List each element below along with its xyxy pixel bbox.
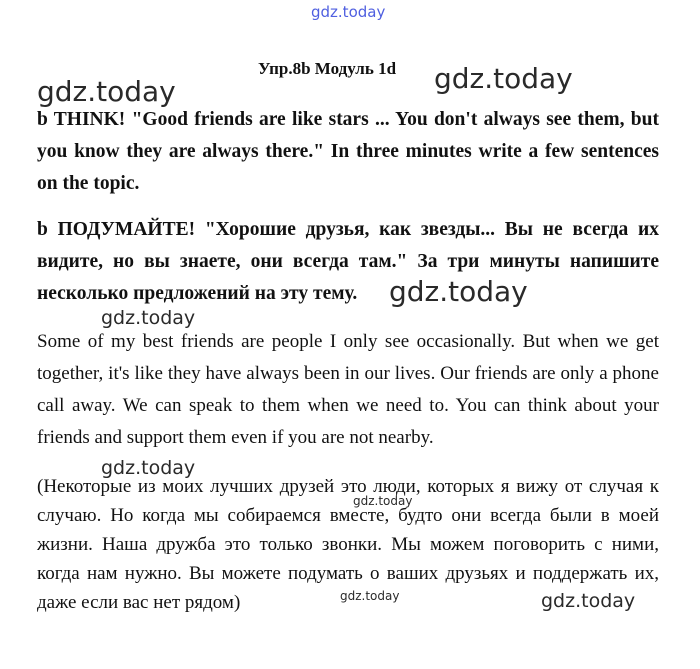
watermark-answer-top: gdz.today	[101, 307, 196, 329]
exercise-title: Упр.8b Модуль 1d	[258, 59, 397, 78]
task-english: b THINK! "Good friends are like stars ... You don't always see them, but you know they are always there." In three minutes write a few sentences on the topic.	[37, 109, 659, 194]
answer-russian: (Некоторые из моих лучших друзей это люди, которых я вижу от случая к случаю. Но когда мы собираемся вместе, будто они всегда были в моей жизни. Наша дружба это только звонки. Мы можем поговорить с ними, когда нам нужно. Вы можете подумать о ваших друзьях и поддержать их, даже если вас нет рядом)	[37, 476, 659, 613]
watermark-bottom-right: gdz.today	[541, 590, 636, 612]
watermark-task-end: gdz.today	[389, 275, 528, 308]
answer-english: Some of my best friends are people I only see occasionally. But when we get together, it's like they have always been in our lives. Our friends are only a phone call away. We can speak to them when we need to. You can think about your friends and support them even if you are not nearby.	[37, 331, 659, 448]
watermark-title-right: gdz.today	[434, 62, 573, 95]
task-russian: b ПОДУМАЙТЕ! "Хорошие друзья, как звезды... Вы не всегда их видите, но вы знаете, они всегда там." За три минуты напишите несколько предложений на эту тему.	[37, 219, 659, 304]
watermark-small-bottom: gdz.today	[340, 589, 400, 603]
watermark-left-top: gdz.today	[37, 75, 176, 108]
watermark-translation-top: gdz.today	[101, 457, 196, 479]
watermark-small-middle: gdz.today	[353, 494, 413, 508]
watermark-top: gdz.today	[311, 3, 386, 21]
